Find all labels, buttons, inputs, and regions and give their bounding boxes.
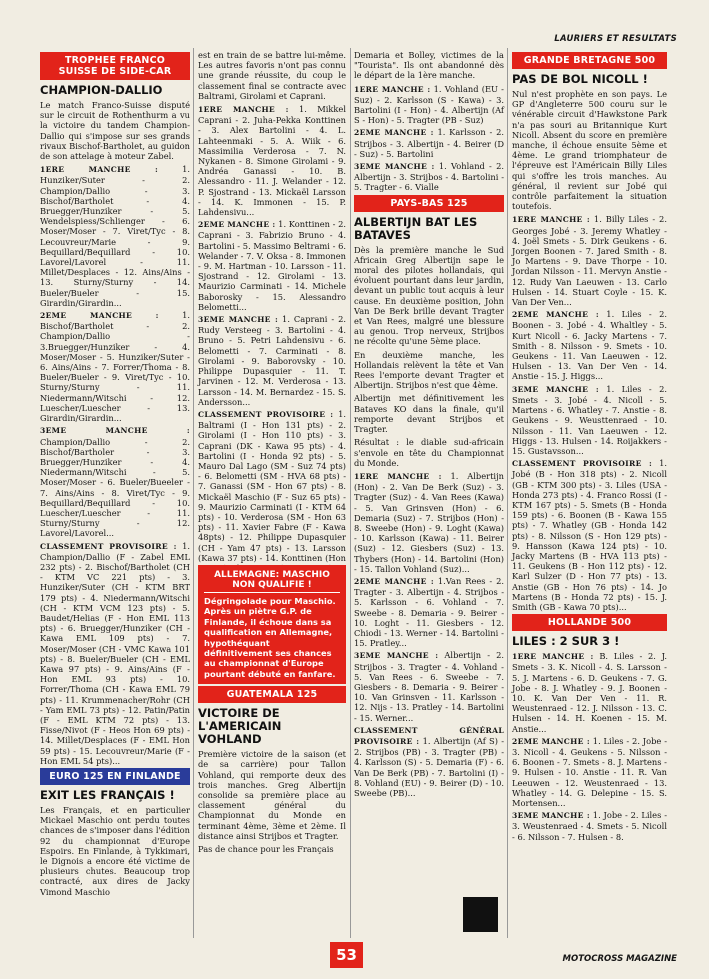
- result-label: 1ERE MANCHE :: [512, 215, 590, 225]
- race-result: 2EME MANCHE : 1.Van Rees - 2. Tragter - 3. Albertijn - 4. Strijbos - 5. Karlsson - 6. Vohland - 7. Sweebe - 8. Demaria - 9. Beirer - 10. Loght - 11. Giesbers - 12. Chiodi - 13. Werner - 14. Bartolini - 15. Pratley...: [354, 575, 504, 649]
- article-text: Dès la première manche le Sud Africain Greg Albertijn sape le moral des pilotes hollandais, qui évoluent pourtant dans leur jardin, devant un public tout acquis à leur cause. En deuxième position, John Van De Berk brille devant Tragter et Van Rees, malgré une blessure au genou. Trop nerveux, Strijbos ne récolte qu'une 5ème place.: [354, 244, 504, 347]
- section-header: LAURIERS ET RESULTATS: [554, 34, 677, 44]
- article-continuation: est en train de se battre lui-même. Les autres favoris n'ont pas connu une grande réussite, du coup le classement final se contracte avec Baltrami, Girolami et Caprani.: [198, 50, 346, 101]
- hollande-banner: HOLLANDE 500: [512, 614, 667, 631]
- decorative-square: [463, 897, 498, 932]
- result-label: 2EME MANCHE :: [354, 576, 434, 586]
- result-label: CLASSEMENT PROVISOIRE :: [198, 409, 334, 419]
- result-label: 2EME MANCHE :: [512, 310, 599, 320]
- result-label: CLASSEMENT PROVISOIRE :: [512, 459, 653, 469]
- result-label: 3EME MANCHE :: [512, 811, 590, 821]
- result-label: 1ERE MANCHE :: [354, 471, 442, 481]
- column-4: [512, 50, 667, 930]
- race-result: 1ERE MANCHE : 1. Vohland (EU - Suz) - 2. Karlsson (S - Kawa) - 3. Bartolini (I - Hon) - 4. Albertijn (Af S - Hon) - 5. Tragter (PB - Suz): [354, 83, 504, 126]
- standings: CLASSEMENT PROVISOIRE : 1. Baltrami (I - Hon 131 pts) - 2. Girolami (I - Hon 110 pts) - 3. Caprani (DK - Kawa 95 pts) - 4. Bartolini (I - Honda 92 pts) - 5. Mauro Dal Lago (SM - Suz 74 pts) - 6. Belometti (SM - HVA 68 pts) - 7. Ganassi (SM - Hon 67 pts) - 8. Mickaël Maschio (F - Suz 65 pts) - 9. Maurizio Carminati (I - KTM 64 pts) - 10. Verderosa (SM - Hon 63 pts) - 11. Xavier Fabre (F - Kawa 48pts) - 12. Philippe Dupasquier (CH - Yam 47 pts) - 13. Larsson (Kawa 37 pts) - 14. Konttinen (Hon: [198, 408, 346, 563]
- race-result: 2EME MANCHE : 1. Liles - 2. Boonen - 3. Jobé - 4. Whaltley - 5. Kurt Nicoll - 6. Jacky Martens - 7. Smith - 8. Nilsson - 9. Smets - 10. Geukens - 11. Van Laeuwen - 12. Hulsen - 13. Van Der Ven - 14. Anstie - 15. J. Higgs...: [512, 309, 667, 382]
- article-title: EXIT LES FRANÇAIS !: [40, 788, 175, 802]
- article-text: Pas de chance pour les Français: [198, 844, 334, 855]
- race-result: 1ERE MANCHE : 1. Albertijn (Hon) - 2. Van De Berk (Suz) - 3. Tragter (Suz) - 4. Van Rees (Kawa) - 5. Van Grinsven (Hon) - 6. Demaria (Suz) - 7. Strijbos (Hon) - 8. Sweebe (Hon) - 9. Loght (Kawa) - 10. Karlsson (Kawa) - 11. Beirer (Suz) - 12. Giesbers (Suz) - 13. Thybers (Hon) - 14. Bartolini (Hon) - 15. Tallon Vohland (Suz)...: [354, 470, 504, 574]
- race-result: 2EME MANCHE : 1. Liles - 2. Jobe - 3. Nicoll - 4. Geukens - 5. Nilsson - 6. Boonen - 7. Smets - 8. J. Martens - 9. Hulsen - 10. Anstie - 11. R. Van Leeuwen - 12. Weustenraed - 13. Whatley - 14. G. Delepine - 15. S. Mortensen...: [512, 735, 667, 808]
- race-result: 2EME MANCHE : 1. Karlsson - 2. Strijbos - 3. Albertijn - 4. Beirer (D - Suz) - 5. Bartolini: [354, 127, 504, 159]
- standings: CLASSEMENT GÉNÉRAL PROVISOIRE : 1. Albertijn (Af S) - 2. Strijbos (PB) - 3. Tragter (PB) - 4. Karlsson (S) - 5. Demaria (F) - 6. Van De Berk (PB) - 7. Bartolini (I) - 8. Vohland (EU) - 9. Beirer (D) - 10. Sweebe (PB)...: [354, 725, 505, 798]
- article-title: LILES : 2 SUR 3 !: [512, 634, 620, 649]
- article-title: CHAMPION-DALLIO: [40, 83, 163, 97]
- race-result: 1ERE MANCHE : 1. Hunziker/Suter - 2. Champion/Dallio - 3. Bischof/Bartholet - 4. Bruegger/Hunziker - 5. Wendelspiess/Schlienger - 6. Moser/Moser - 7. Viret/Tyc - 8. Lecouvreur/Marie - 9. Bequillard/Bequillard - 10. Lavorel/Lavorel - 11. Millet/Desplaces - 12. Ains/Ains - 13. Sturny/Sturny - 14. Bueler/Bueler - 15. Girardin/Girardin...: [40, 164, 190, 308]
- guatemala-banner: GUATEMALA 125: [198, 686, 346, 703]
- race-result: 2EME MANCHE : 1. Bischof/Bartholet - 2. Champion/Dallio - 3.Bruegger/Hunziker - 4. Moser/Moser - 5. Hunziker/Suter - 6. Ains/Ains - 7. Forrer/Thoma - 8. Bueler/Bueler - 9. Viret/Tyc - 10. Sturny/Sturny - 11. Niedermann/Witschi - 12. Luescher/Luescher - 13. Girardin/Girardin...: [40, 310, 190, 424]
- article-text: Résultat : le diable sud-africain s'envole en tête du Championnat du Monde.: [354, 437, 504, 468]
- result-label: 3EME MANCHE :: [40, 426, 190, 436]
- article-intro: Les Français, et en particulier Mickael Maschio ont perdu toutes chances de s'imposer dans l'édition 92 du championnat d'Europe Espoirs. En Finlande, à Tykkimari, le Dignois a encore été victime de plusieurs chutes. Beaucoup trop contracté, aux dires de Jacky Vimond Maschio: [40, 805, 190, 897]
- standings: CLASSEMENT PROVISOIRE : 1. Jobé (B - Hon 318 pts) - 2. Nicoll (GB - KTM 300 pts) - 3. Liles (USA - Honda 273 pts) - 4. Franco Rossi (I - KTM 167 pts) - 5. Smets (B - Honda 159 pts) - 6. Boonen (B - Kawa 155 pts) - 7. Whatley (GB - Honda 142 pts) - 8. Nilsson (S - Hon 129 pts) - 9. Hansson (Kawa 124 pts) - 10. Jacky Martens (B - HVA 113 pts) - 11. Geukens (B - Hon 112 pts) - 12. Karl Sulzer (D - Hon 77 pts) - 13. Anstie (GB - Hon 76 pts) - 14. Jo Martens (B - Honda 72 pts) - 15. J. Smith (GB - Kawa 70 pts)...: [512, 458, 667, 612]
- article-title: ALBERTIJN BAT LES BATAVES: [354, 214, 478, 242]
- result-label: 2EME MANCHE :: [512, 736, 590, 746]
- result-label: 2EME MANCHE :: [354, 128, 434, 138]
- trophee-banner: TROPHEE FRANCO SUISSE DE SIDE-CAR: [40, 52, 190, 80]
- standings: CLASSEMENT PROVISOIRE : 1. Champion/Dallio (F - Zabel EML 232 pts) - 2. Bischof/Bartholet (CH - KTM VC 221 pts) - 3. Hunziker/Suter (CH - KTM BRT 179 pts) - 4. Niedermann/Witschi (CH - KTM VCM 123 pts) - 5. Baudet/Helias (F - Hon EML 113 pts) - 6. Bruegger/Hunziker (CH - Kawa EML 109 pts) - 7. Moser/Moser (CH - VMC Kawa 101 pts) - 8. Bueler/Bueler (CH - EML Kawa 97 pts) - 9. Ains/Ains (F - Hon EML 93 pts) - 10. Forrer/Thoma (CH - Kawa EML 79 pts) - 11. Krummenacher/Rohr (CH - Yam EML 73 pts) - 12. Patin/Patin (F - EML KTM 72 pts) - 13. Fisse/Nivot (F - Heos Hon 69 pts) - 14. Millet/Desplaces (F - EML Hon 59 pts) - 15. Lecouvreur/Marie (F - Hon EML 54 pts)...: [40, 540, 190, 766]
- article-intro: Première victoire de la saison (et de sa carrière) pour Tallon Vohland, qui remporte deux des trois manches. Greg Albertijn consolide sa première place au classement général du Championnat du Monde en terminant 4ème, 3ème et 2ème. Il distance ainsi Strijbos et Tragter.: [198, 749, 346, 841]
- column-3: [354, 50, 504, 950]
- result-label: 3EME MANCHE :: [512, 384, 599, 394]
- race-result: 3EME MANCHE : Albertijn - 2. Strijbos - 3. Tragter - 4. Vohland - 5. Van Rees - 6. Sweebe - 7. Giesbers - 8. Demaria - 9. Beirer - 10. Van Grinsven - 11. Karlsson - 12. Nijs - 13. Pratley - 14. Bartolini - 15. Werner...: [354, 650, 504, 723]
- race-result: 3EME MANCHE : Champion/Dallio - 2. Bischof/Bartholer - 3. Bruegger/Hunziker - 4. Niedermann/Witschi - 5. Moser/Moser - 6. Bueler/Bueeler - 7. Ains/Ains - 8. Viret/Tyc - 9. Bequillard/Bequillard - 10. Luescher/Luescher - 11. Sturny/Sturny - 12. Lavorel/Lavorel...: [40, 426, 190, 539]
- article-title: VICTOIRE DE L'AMERICAIN VOHLAND: [198, 706, 282, 747]
- column-2-lower: [198, 565, 346, 950]
- race-result: 3EME MANCHE : 1. Caprani - 2. Rudy Versteeg - 3. Bartolini - 4. Bruno - 5. Petri Lahdensivu - 6. Belometti - 7. Carminati - 8. Girolami - 9. Baborovsky - 10. Philippe Dupasquier - 11. T. Jarvinen - 12. M. Verderosa - 13. Larsson - 14. M. Bernardez - 15. S. Andersson...: [198, 314, 346, 407]
- column-divider: [350, 48, 351, 938]
- race-result: 3EME MANCHE : 1. Jobe - 2. Liles - 3. Weustenraed - 4. Smets - 5. Nicoll - 6. Nilsson - 7. Hulsen - 8.: [512, 810, 667, 842]
- article-text: En deuxième manche, les Hollandais relèvent la tête et Van Rees l'emporte devant Tragter et Albertijn. Strijbos n'est que 4ème.: [354, 349, 504, 391]
- article-intro: Le match Franco-Suisse disputé sur le circuit de Rothenthurm a vu la victoire du tandem Champion-Dallio qui s'impose sur ses grands rivaux Bischof-Bartholet, au guidon de son attelage à moteur Zabel.: [40, 100, 190, 162]
- result-label: 3EME MANCHE :: [198, 315, 279, 325]
- page-number: 53: [330, 942, 363, 968]
- article-intro: Nul n'est prophète en son pays. Le GP d'Angleterre 500 couru sur le vénérable circuit d'Hawkstone Park n'a pas souri au Britannique Kurt Nicoll. Absent du score en première manche, il échoue ensuite 5ème et 4ème. Le grand triomphateur de l'épreuve est l'Américain Billy Liles qui s'offre les trois manches. Au général, il revient sur Jobé qui contrôle parfaitement la situation toutefois.: [512, 89, 667, 212]
- article-title: PAS DE BOL NICOLL !: [512, 72, 648, 86]
- race-result: 1ERE MANCHE : B. Liles - 2. J. Smets - 3. K. Nicoll - 4. S. Larsson - 5. J. Martens - 6. D. Geukens - 7. G. Jobe - 8. J. Whatley - 9. J. Boonen - 10. K. Van Der Ven - 11. R. Weustenraed - 12. J. Nilsson - 13. C. Hulsen - 14. H. Koenen - 15. M. Anstie...: [512, 651, 667, 734]
- euro-banner: EURO 125 EN FINLANDE: [40, 768, 190, 785]
- result-label: 1ERE MANCHE :: [198, 105, 289, 115]
- race-result: 3EME MANCHE : 1. Vohland - 2. Albertijn - 3. Strijbos - 4. Bartolini - 5. Tragter - 6. Vialle: [354, 161, 504, 193]
- gb-banner: GRANDE BRETAGNE 500: [512, 52, 667, 69]
- pays-bas-banner: PAYS-BAS 125: [354, 195, 504, 212]
- result-label: 1ERE MANCHE :: [354, 84, 431, 94]
- race-result: 3EME MANCHE : 1. Liles - 2. Smets - 3. Jobé - 4. Nicoll - 5. Martens - 6. Whatley - 7. Anstie - 8. Geukens - 9. Weusttenraed - 10. Nilsson - 11. Van Laeuwen - 12. Higgs - 13. Hulsen - 14. Roijakkers - 15. Gustavsson...: [512, 383, 667, 456]
- result-label: 3EME MANCHE :: [354, 162, 435, 172]
- column-1: [40, 50, 190, 950]
- result-label: 2EME MANCHE :: [198, 220, 276, 230]
- column-divider: [507, 48, 508, 938]
- result-label: CLASSEMENT GÉNÉRAL PROVISOIRE :: [354, 725, 504, 746]
- article-text: Albertijn met définitivement les Bataves KO dans la finale, qu'il remporte devant Strijbos et Tragter.: [354, 393, 504, 435]
- magazine-name: MOTOCROSS MAGAZINE: [562, 954, 677, 964]
- result-label: 3EME MANCHE :: [354, 651, 439, 661]
- result-label: CLASSEMENT PROVISOIRE :: [40, 541, 177, 551]
- article-continuation: Demaria et Bolley, victimes de la "Tourista". Ils ont abandonné dès le départ de la 1ère manche.: [354, 50, 504, 81]
- result-label: 1ERE MANCHE :: [40, 165, 159, 175]
- result-label: 2EME MANCHE :: [40, 311, 159, 321]
- race-result: 2EME MANCHE : 1. Konttinen - 2. Caprani - 3. Fabrizio Bruno - 4. Bartolini - 5. Massimo Beltrami - 6. Welander - 7. V. Oksa - 8. Immonen - 9. M. Hartman - 10. Larsson - 11. Sjostrand - 12. Girolami - 13. Maurizio Carminati - 14. Michele Baborosky - 15. Alessandro Belometti...: [198, 219, 346, 312]
- column-divider: [193, 48, 194, 938]
- race-result: 1ERE MANCHE : 1. Mikkel Caprani - 2. Juha-Pekka Konttinen - 3. Alex Bartolini - 4. L. Lahteenmaki - 5. A. Wiik - 6. Massimilia Verderosa - 7. N. Nykanen - 8. Simone Girolami - 9. Andréa Ganassi - 10. B. Alessandro - 11. J. Welander - 12. P. Sjostrand - 13. Mickaël Larsson - 14. K. Immonen - 15. P. Lahdensivu...: [198, 104, 346, 218]
- column-2: [198, 50, 346, 563]
- box-title: ALLEMAGNE: MASCHIO NON QUALIFIE !: [204, 570, 340, 593]
- race-result: 1ERE MANCHE : 1. Billy Liles - 2. Georges Jobé - 3. Jeremy Whatley - 4. Joël Smets - 5. Dirk Geukens - 6. Jorgen Boonen - 7. Jared Smith - 8. Jo Martens - 9. Dave Thorpe - 10. Jordan Nilsson - 11. Mervyn Anstie - 12. Rudy Van Laeuwen - 13. Carlo Hulsen - 14. Stuart Coyle - 15. K. Van Der Ven...: [512, 214, 667, 308]
- allemagne-box: [198, 565, 346, 684]
- result-label: 1ERE MANCHE :: [512, 652, 594, 662]
- box-text: Dégringolade pour Maschio. Après un piètre G.P. de Finlande, il échoue dans sa qualification en Allemagne, hypothéquant définitivement ses chances au championnat d'Europe pourtant débuté en fanfare.: [204, 596, 336, 679]
